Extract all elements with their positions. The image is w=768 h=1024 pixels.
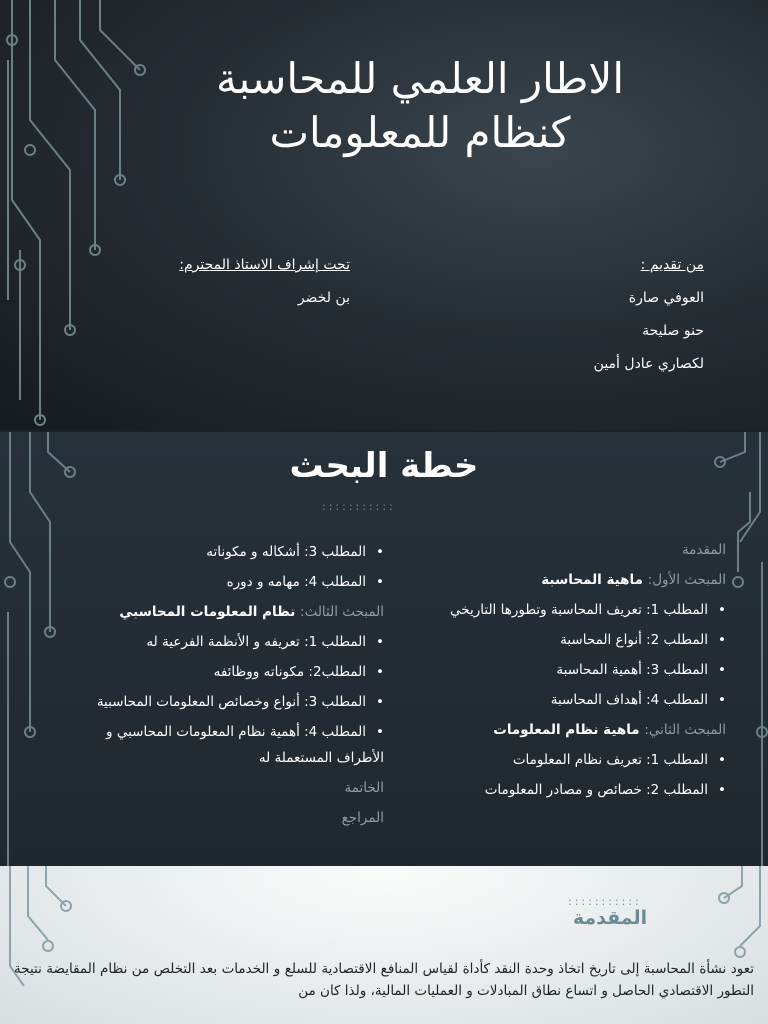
presented-by-label: من تقديم : [640, 257, 704, 273]
presenters-column [484, 255, 704, 387]
plan-left-column [24, 542, 384, 838]
plan-title: خطة البحث [289, 446, 479, 486]
student-name: لكصاري عادل أمين [593, 356, 704, 372]
plan-item: • المطلب 3: أنواع وخصائص المعلومات المحاسبية [24, 692, 384, 712]
plan-item: • المطلب 1: تعريف المحاسبة وتطورها التاريخي [386, 600, 726, 620]
supervisor-label: تحت إشراف الاستاذ المحترم: [179, 257, 350, 273]
title-line-2: كنظام للمعلومات [269, 108, 571, 157]
title-slide [0, 0, 768, 430]
introduction-title: المقدمة [572, 907, 648, 929]
plan-item: • المطلب 3: أشكاله و مكوناته [24, 542, 384, 562]
plan-heading: الخاتمة [344, 780, 384, 796]
plan-item: • المطلب 4: أهمية نظام المعلومات المحاسبي و [24, 722, 384, 742]
circuit-decoration-left [0, 0, 160, 430]
plan-item-continuation: الأطراف المستعملة له [258, 750, 384, 766]
plan-item: • المطلب2: مكوناته ووظائفه [24, 662, 384, 682]
plan-item: • المطلب 3: أهمية المحاسبة [386, 660, 726, 680]
plan-item: • المطلب 1: تعريف نظام المعلومات [386, 750, 726, 770]
introduction-body: تعود نشأة المحاسبة إلى تاريخ اتخاذ وحدة النقد كأداة لقياس المنافع الاقتصادية للسلع و الخدمات بعد التخلص من نظام المقايضة نتيجة التطور الاقتصادي الحاصل و اتساع نطاق المبادلات و العمليات المالية، ولذا كان من [14, 961, 754, 999]
dots-divider: ::::::::::: [568, 895, 642, 908]
plan-item: • المطلب 2: خصائص و مصادر المعلومات [386, 780, 726, 800]
supervisor-column [100, 255, 350, 321]
plan-item: • المطلب 2: أنواع المحاسبة [386, 630, 726, 650]
title-line-1: الاطار العلمي للمحاسبة [215, 54, 625, 103]
plan-heading: المبحث الأول: ماهية المحاسبة [541, 572, 726, 588]
research-plan-slide [0, 432, 768, 866]
plan-item: • المطلب 1: تعريفه و الأنظمة الفرعية له [24, 632, 384, 652]
supervisor-name: بن لخضر [297, 290, 350, 306]
student-name: العوفي صارة [628, 290, 704, 306]
plan-item: • المطلب 4: مهامه و دوره [24, 572, 384, 592]
plan-item: • المطلب 4: أهداف المحاسبة [386, 690, 726, 710]
presentation-title [150, 52, 690, 160]
plan-heading: المبحث الثالث: نظام المعلومات المحاسبي [119, 604, 384, 620]
plan-heading: المراجع [341, 810, 384, 826]
plan-heading: المقدمة [681, 542, 726, 558]
dots-divider: ::::::::::: [322, 500, 396, 513]
plan-heading: المبحث الثاني: ماهية نظام المعلومات [493, 722, 726, 738]
plan-right-column [386, 540, 726, 810]
student-name: حنو صليحة [642, 323, 704, 339]
